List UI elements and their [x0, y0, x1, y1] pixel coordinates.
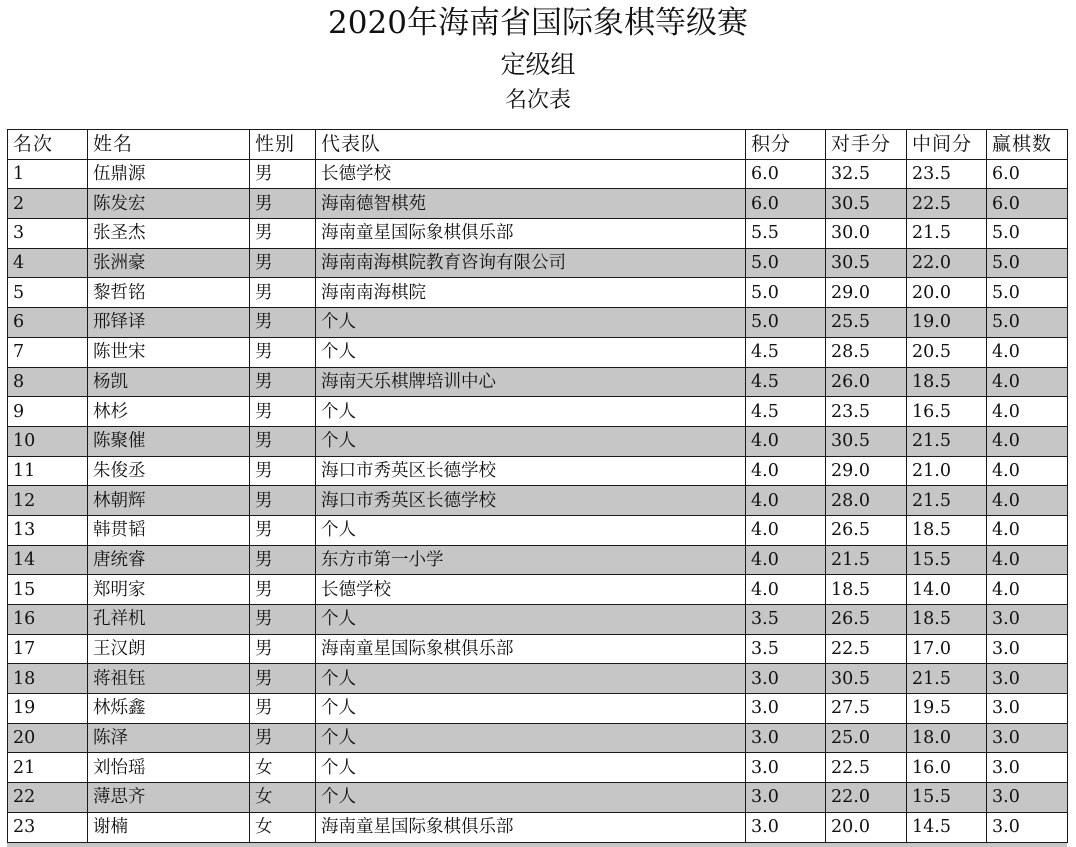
cell-median-score: 17.0	[907, 634, 987, 664]
cell-name: 韩贯韬	[88, 515, 250, 545]
cell-points: 4.0	[746, 545, 826, 575]
cell-opponent-score: 32.5	[826, 159, 907, 189]
cell-opponent-score: 30.5	[826, 426, 907, 456]
cell-team: 海口市秀英区长德学校	[316, 486, 746, 516]
cell-opponent-score: 26.0	[826, 367, 907, 397]
cell-name: 唐统睿	[88, 545, 250, 575]
cell-rank: 1	[8, 159, 88, 189]
cell-gender: 女	[250, 812, 316, 842]
cell-wins: 5.0	[987, 278, 1068, 308]
document-title: 2020年海南省国际象棋等级赛	[328, 5, 748, 41]
cell-rank: 13	[8, 515, 88, 545]
cell-rank: 23	[8, 812, 88, 842]
table-row	[8, 337, 1068, 367]
cell-name: 郑明家	[88, 575, 250, 605]
cell-wins: 3.0	[987, 664, 1068, 694]
cell-wins: 5.0	[987, 248, 1068, 278]
cell-median-score: 20.0	[907, 278, 987, 308]
cell-points: 4.0	[746, 575, 826, 605]
cell-name: 林朝辉	[88, 486, 250, 516]
cell-wins: 3.0	[987, 605, 1068, 635]
cell-points: 6.0	[746, 189, 826, 219]
cell-rank: 18	[8, 664, 88, 694]
cell-name: 陈聚催	[88, 426, 250, 456]
cell-median-score: 15.5	[907, 783, 987, 813]
cell-points: 3.0	[746, 783, 826, 813]
cell-points: 4.0	[746, 426, 826, 456]
table-row	[8, 515, 1068, 545]
cell-rank: 3	[8, 219, 88, 249]
cell-wins: 4.0	[987, 515, 1068, 545]
cell-name: 薄思齐	[88, 783, 250, 813]
cell-wins: 4.0	[987, 456, 1068, 486]
cell-wins: 5.0	[987, 308, 1068, 338]
cell-median-score: 21.5	[907, 219, 987, 249]
cell-points: 4.5	[746, 397, 826, 427]
cell-team: 东方市第一小学	[316, 545, 746, 575]
column-header-rank: 名次	[8, 130, 88, 160]
cell-wins: 3.0	[987, 753, 1068, 783]
table-header-row	[8, 130, 1068, 160]
cell-name: 林杉	[88, 397, 250, 427]
cell-team: 海南德智棋苑	[316, 189, 746, 219]
cell-gender: 男	[250, 694, 316, 724]
cell-gender: 男	[250, 159, 316, 189]
cell-gender: 男	[250, 337, 316, 367]
cell-median-score: 14.0	[907, 575, 987, 605]
cell-wins: 4.0	[987, 545, 1068, 575]
cell-rank: 21	[8, 753, 88, 783]
cell-opponent-score: 22.5	[826, 753, 907, 783]
cell-median-score: 21.5	[907, 664, 987, 694]
cell-median-score: 18.0	[907, 723, 987, 753]
cell-name: 刘怡瑶	[88, 753, 250, 783]
cell-opponent-score: 30.0	[826, 219, 907, 249]
cell-points: 3.0	[746, 694, 826, 724]
cell-wins: 6.0	[987, 189, 1068, 219]
cell-gender: 男	[250, 723, 316, 753]
cell-team: 个人	[316, 605, 746, 635]
table-row	[8, 664, 1068, 694]
cell-gender: 男	[250, 248, 316, 278]
cell-name: 伍鼎源	[88, 159, 250, 189]
cell-median-score: 14.5	[907, 812, 987, 842]
cell-rank: 15	[8, 575, 88, 605]
cell-name: 陈世宋	[88, 337, 250, 367]
cell-opponent-score: 26.5	[826, 515, 907, 545]
cell-wins: 3.0	[987, 812, 1068, 842]
column-header-median-score: 中间分	[907, 130, 987, 160]
cell-opponent-score: 29.0	[826, 456, 907, 486]
cell-median-score: 16.5	[907, 397, 987, 427]
table-row	[8, 456, 1068, 486]
cell-gender: 男	[250, 515, 316, 545]
ranking-table	[7, 129, 1068, 843]
column-header-points: 积分	[746, 130, 826, 160]
cell-opponent-score: 29.0	[826, 278, 907, 308]
cell-median-score: 18.5	[907, 515, 987, 545]
cell-team: 个人	[316, 397, 746, 427]
cell-name: 杨凯	[88, 367, 250, 397]
cell-gender: 男	[250, 634, 316, 664]
cell-median-score: 21.0	[907, 456, 987, 486]
column-header-team: 代表队	[316, 130, 746, 160]
cell-team: 个人	[316, 664, 746, 694]
cell-rank: 14	[8, 545, 88, 575]
table-row	[8, 248, 1068, 278]
next-row-edge	[7, 842, 1067, 847]
document-subtitle: 定级组	[500, 50, 576, 79]
cell-rank: 10	[8, 426, 88, 456]
column-header-name: 姓名	[88, 130, 250, 160]
cell-rank: 12	[8, 486, 88, 516]
cell-rank: 22	[8, 783, 88, 813]
cell-points: 3.0	[746, 664, 826, 694]
table-row	[8, 545, 1068, 575]
cell-opponent-score: 23.5	[826, 397, 907, 427]
cell-opponent-score: 20.0	[826, 812, 907, 842]
cell-points: 5.0	[746, 278, 826, 308]
cell-team: 海南童星国际象棋俱乐部	[316, 634, 746, 664]
column-header-gender: 性别	[250, 130, 316, 160]
cell-name: 邢铎译	[88, 308, 250, 338]
cell-team: 个人	[316, 426, 746, 456]
cell-gender: 男	[250, 278, 316, 308]
cell-opponent-score: 26.5	[826, 605, 907, 635]
table-row	[8, 397, 1068, 427]
cell-median-score: 20.5	[907, 337, 987, 367]
cell-opponent-score: 30.5	[826, 248, 907, 278]
table-row	[8, 723, 1068, 753]
table-row	[8, 605, 1068, 635]
cell-median-score: 16.0	[907, 753, 987, 783]
table-row	[8, 812, 1068, 842]
table-title: 名次表	[504, 88, 571, 113]
cell-points: 3.5	[746, 634, 826, 664]
cell-points: 4.0	[746, 456, 826, 486]
cell-opponent-score: 28.5	[826, 337, 907, 367]
cell-team: 个人	[316, 337, 746, 367]
cell-team: 长德学校	[316, 575, 746, 605]
cell-team: 海南童星国际象棋俱乐部	[316, 219, 746, 249]
cell-name: 朱俊丞	[88, 456, 250, 486]
cell-opponent-score: 27.5	[826, 694, 907, 724]
cell-wins: 4.0	[987, 426, 1068, 456]
cell-name: 王汉朗	[88, 634, 250, 664]
cell-name: 林烁鑫	[88, 694, 250, 724]
cell-name: 蒋祖钰	[88, 664, 250, 694]
cell-gender: 男	[250, 219, 316, 249]
cell-wins: 3.0	[987, 694, 1068, 724]
cell-rank: 7	[8, 337, 88, 367]
cell-median-score: 21.5	[907, 486, 987, 516]
cell-wins: 3.0	[987, 783, 1068, 813]
cell-team: 海南天乐棋牌培训中心	[316, 367, 746, 397]
cell-name: 陈发宏	[88, 189, 250, 219]
cell-gender: 男	[250, 486, 316, 516]
cell-points: 3.0	[746, 812, 826, 842]
cell-team: 长德学校	[316, 159, 746, 189]
cell-opponent-score: 30.5	[826, 189, 907, 219]
table-row	[8, 189, 1068, 219]
cell-gender: 男	[250, 308, 316, 338]
cell-team: 个人	[316, 753, 746, 783]
table-row	[8, 694, 1068, 724]
table-row	[8, 753, 1068, 783]
cell-points: 5.5	[746, 219, 826, 249]
cell-wins: 4.0	[987, 337, 1068, 367]
cell-gender: 男	[250, 664, 316, 694]
cell-median-score: 18.5	[907, 605, 987, 635]
cell-wins: 4.0	[987, 575, 1068, 605]
cell-name: 孔祥机	[88, 605, 250, 635]
cell-gender: 女	[250, 753, 316, 783]
cell-team: 海南童星国际象棋俱乐部	[316, 812, 746, 842]
cell-points: 4.5	[746, 367, 826, 397]
cell-points: 4.0	[746, 486, 826, 516]
cell-median-score: 18.5	[907, 367, 987, 397]
cell-wins: 4.0	[987, 397, 1068, 427]
cell-wins: 5.0	[987, 219, 1068, 249]
table-row	[8, 219, 1068, 249]
cell-wins: 4.0	[987, 367, 1068, 397]
cell-gender: 男	[250, 397, 316, 427]
cell-points: 6.0	[746, 159, 826, 189]
cell-team: 个人	[316, 515, 746, 545]
cell-name: 张洲豪	[88, 248, 250, 278]
table-row	[8, 486, 1068, 516]
table-row	[8, 783, 1068, 813]
cell-wins: 3.0	[987, 723, 1068, 753]
cell-gender: 男	[250, 605, 316, 635]
cell-rank: 6	[8, 308, 88, 338]
cell-points: 3.5	[746, 605, 826, 635]
cell-gender: 男	[250, 456, 316, 486]
cell-name: 谢楠	[88, 812, 250, 842]
cell-team: 个人	[316, 308, 746, 338]
cell-opponent-score: 25.5	[826, 308, 907, 338]
cell-points: 3.0	[746, 723, 826, 753]
cell-gender: 男	[250, 426, 316, 456]
cell-median-score: 15.5	[907, 545, 987, 575]
table-row	[8, 308, 1068, 338]
cell-rank: 19	[8, 694, 88, 724]
cell-points: 4.5	[746, 337, 826, 367]
cell-team: 个人	[316, 723, 746, 753]
table-row	[8, 159, 1068, 189]
cell-team: 海口市秀英区长德学校	[316, 456, 746, 486]
cell-rank: 16	[8, 605, 88, 635]
cell-opponent-score: 28.0	[826, 486, 907, 516]
cell-rank: 2	[8, 189, 88, 219]
cell-rank: 17	[8, 634, 88, 664]
cell-wins: 6.0	[987, 159, 1068, 189]
cell-points: 5.0	[746, 308, 826, 338]
cell-opponent-score: 22.0	[826, 783, 907, 813]
cell-median-score: 22.5	[907, 189, 987, 219]
cell-points: 5.0	[746, 248, 826, 278]
cell-team: 海南南海棋院教育咨询有限公司	[316, 248, 746, 278]
cell-gender: 男	[250, 367, 316, 397]
cell-wins: 3.0	[987, 634, 1068, 664]
cell-rank: 8	[8, 367, 88, 397]
cell-team: 个人	[316, 694, 746, 724]
cell-points: 3.0	[746, 753, 826, 783]
cell-median-score: 19.5	[907, 694, 987, 724]
cell-name: 陈泽	[88, 723, 250, 753]
cell-wins: 4.0	[987, 486, 1068, 516]
cell-gender: 男	[250, 545, 316, 575]
cell-median-score: 22.0	[907, 248, 987, 278]
column-header-opponent-score: 对手分	[826, 130, 907, 160]
table-row	[8, 367, 1068, 397]
column-header-wins: 赢棋数	[987, 130, 1068, 160]
table-row	[8, 426, 1068, 456]
table-row	[8, 634, 1068, 664]
cell-opponent-score: 18.5	[826, 575, 907, 605]
cell-name: 黎哲铭	[88, 278, 250, 308]
cell-opponent-score: 25.0	[826, 723, 907, 753]
cell-rank: 5	[8, 278, 88, 308]
cell-opponent-score: 30.5	[826, 664, 907, 694]
table-row	[8, 575, 1068, 605]
cell-gender: 男	[250, 575, 316, 605]
cell-opponent-score: 22.5	[826, 634, 907, 664]
cell-rank: 11	[8, 456, 88, 486]
cell-gender: 男	[250, 189, 316, 219]
cell-median-score: 21.5	[907, 426, 987, 456]
cell-team: 个人	[316, 783, 746, 813]
cell-name: 张圣杰	[88, 219, 250, 249]
cell-points: 4.0	[746, 515, 826, 545]
cell-team: 海南南海棋院	[316, 278, 746, 308]
cell-rank: 20	[8, 723, 88, 753]
cell-opponent-score: 21.5	[826, 545, 907, 575]
cell-rank: 9	[8, 397, 88, 427]
table-row	[8, 278, 1068, 308]
cell-median-score: 23.5	[907, 159, 987, 189]
cell-gender: 女	[250, 783, 316, 813]
cell-median-score: 19.0	[907, 308, 987, 338]
cell-rank: 4	[8, 248, 88, 278]
